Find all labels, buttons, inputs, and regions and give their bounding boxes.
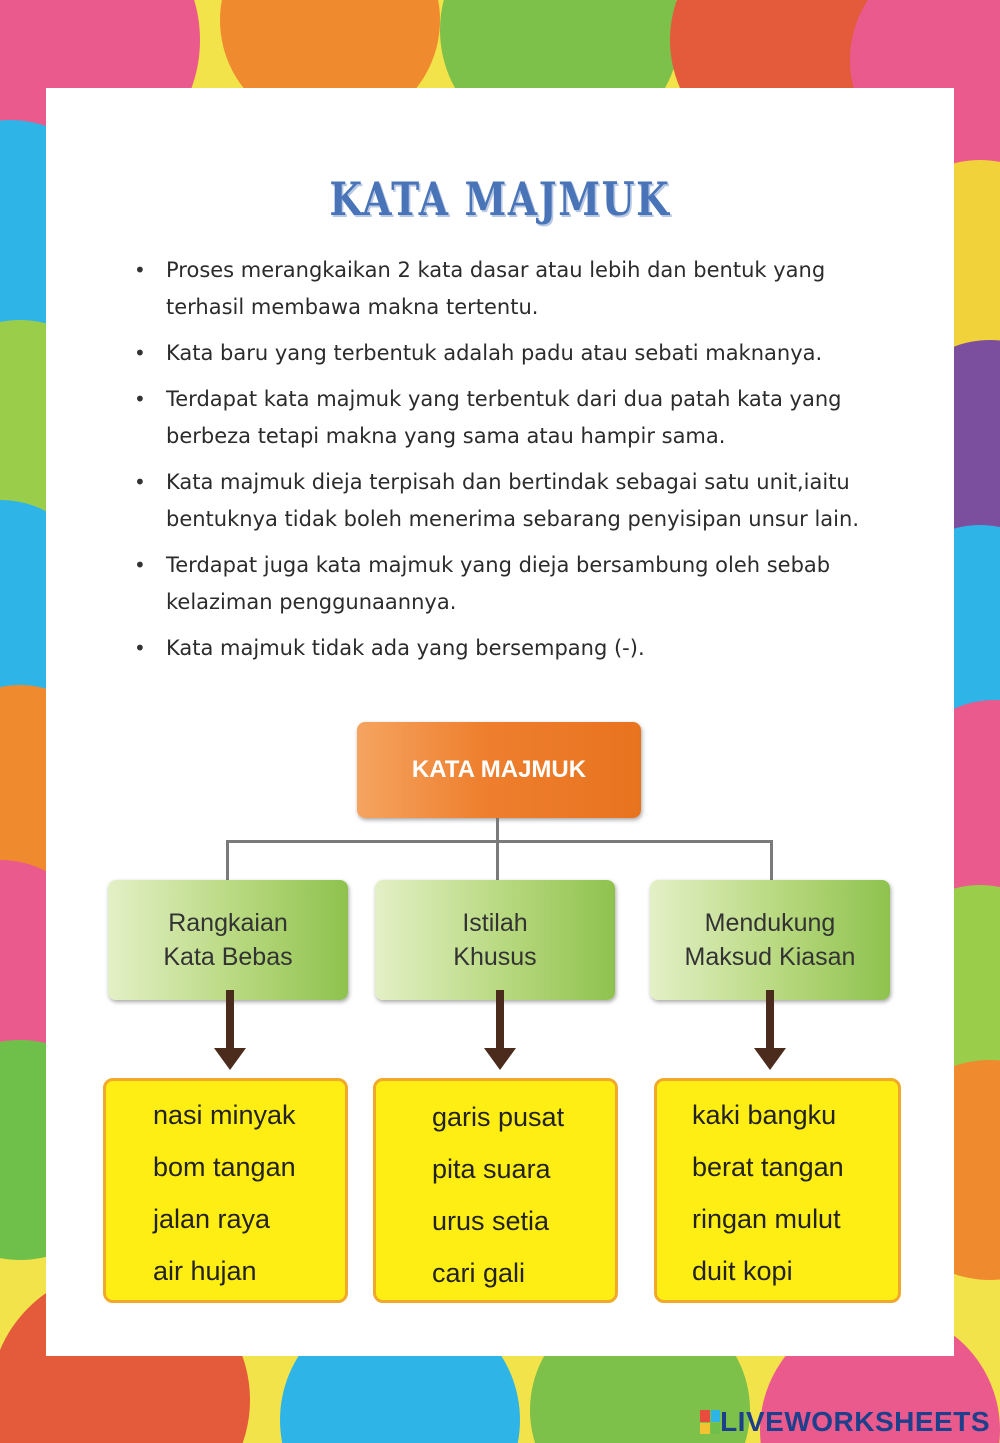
example-box-mendukung-maksud-kiasan bbox=[654, 1078, 901, 1303]
diagram-root-box: KATA MAJMUK bbox=[357, 722, 641, 818]
connector-vertical-left bbox=[226, 840, 229, 880]
list-item-text: Kata majmuk tidak ada yang bersempang (-). bbox=[166, 636, 645, 660]
category-label-line: Mendukung bbox=[704, 909, 836, 937]
bullet-icon: • bbox=[134, 258, 146, 282]
list-item bbox=[134, 381, 894, 455]
category-label-line: Rangkaian bbox=[168, 909, 288, 937]
list-item bbox=[134, 464, 894, 538]
bullet-icon: • bbox=[134, 470, 146, 494]
connector-vertical-right bbox=[770, 840, 773, 880]
arrow-down-icon bbox=[766, 990, 774, 1048]
list-item bbox=[134, 547, 894, 621]
category-label-line: Maksud Kiasan bbox=[684, 943, 856, 971]
connector-vertical-root bbox=[496, 818, 499, 880]
arrow-head-icon bbox=[484, 1048, 516, 1070]
example-box-rangkaian-kata-bebas bbox=[103, 1078, 348, 1303]
example-item: garis pusat bbox=[432, 1102, 565, 1132]
list-item bbox=[134, 630, 894, 667]
example-item: urus setia bbox=[432, 1206, 550, 1236]
example-box-istilah-khusus bbox=[373, 1078, 618, 1303]
example-item: air hujan bbox=[153, 1256, 257, 1286]
list-item-text: Kata majmuk dieja terpisah dan bertindak sebagai satu unit,iaitu bentuknya tidak boleh menerima sebarang penyisipan unsur lain. bbox=[166, 470, 859, 531]
list-item bbox=[134, 335, 894, 372]
list-item-text: Terdapat kata majmuk yang terbentuk dari dua patah kata yang berbeza tetapi makna yang sama atau hampir sama. bbox=[166, 387, 842, 448]
example-item: duit kopi bbox=[692, 1256, 793, 1286]
example-item: cari gali bbox=[432, 1258, 526, 1288]
example-item: ringan mulut bbox=[692, 1204, 841, 1234]
liveworksheets-logo-icon bbox=[700, 1410, 720, 1434]
arrow-head-icon bbox=[214, 1048, 246, 1070]
example-item: bom tangan bbox=[153, 1152, 296, 1182]
category-box-rangkaian-kata-bebas bbox=[108, 880, 348, 1000]
bullet-icon: • bbox=[134, 553, 146, 577]
category-label-line: Kata Bebas bbox=[163, 943, 293, 971]
definition-list bbox=[134, 252, 894, 676]
category-box-istilah-khusus bbox=[375, 880, 615, 1000]
example-item: nasi minyak bbox=[153, 1100, 296, 1130]
category-label-line: Istilah bbox=[462, 909, 528, 937]
category-box-mendukung-maksud-kiasan bbox=[650, 880, 890, 1000]
arrow-down-icon bbox=[496, 990, 504, 1048]
example-item: kaki bangku bbox=[692, 1100, 837, 1130]
list-item-text: Terdapat juga kata majmuk yang dieja bersambung oleh sebab kelaziman penggunaannya. bbox=[166, 553, 831, 614]
bullet-icon: • bbox=[134, 387, 146, 411]
arrow-down-icon bbox=[226, 990, 234, 1048]
page-title: KATA MAJMUK bbox=[329, 172, 671, 226]
bullet-icon: • bbox=[134, 341, 146, 365]
list-item-text: Proses merangkaikan 2 kata dasar atau lebih dan bentuk yang terhasil membawa makna tertentu. bbox=[166, 258, 826, 319]
example-item: pita suara bbox=[432, 1154, 551, 1184]
example-item: berat tangan bbox=[692, 1152, 844, 1182]
connector-horizontal bbox=[226, 840, 773, 843]
category-label-line: Khusus bbox=[453, 943, 537, 971]
example-item: jalan raya bbox=[153, 1204, 271, 1234]
list-item bbox=[134, 252, 894, 326]
list-item-text: Kata baru yang terbentuk adalah padu atau sebati maknanya. bbox=[166, 341, 823, 365]
bullet-icon: • bbox=[134, 636, 146, 660]
brand-watermark: LIVEWORKSHEETS bbox=[720, 1406, 990, 1437]
arrow-head-icon bbox=[754, 1048, 786, 1070]
